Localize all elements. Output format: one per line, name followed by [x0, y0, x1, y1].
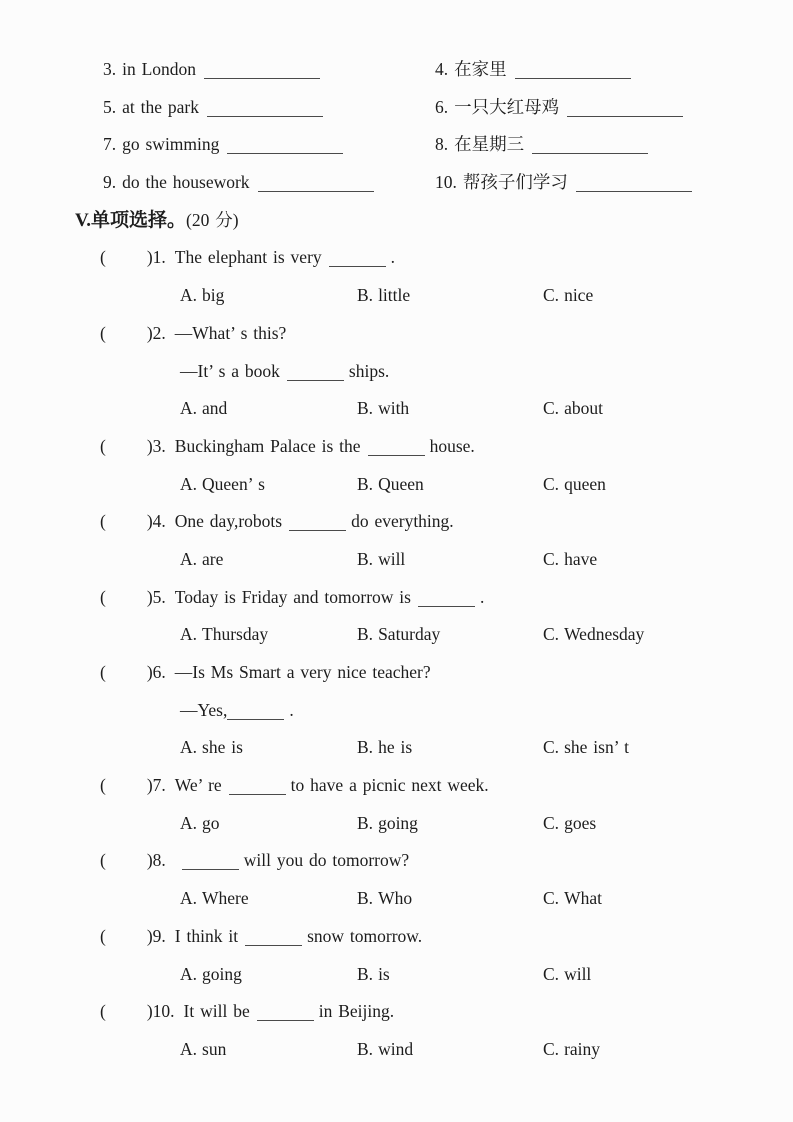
question-number: 7.	[152, 775, 166, 796]
fill-item-text: 在星期三	[454, 134, 525, 155]
question-stem-line	[0, 503, 793, 541]
option-b	[357, 956, 543, 994]
fill-item	[103, 126, 435, 164]
option-a	[180, 616, 357, 654]
answer-paren-open: (	[100, 322, 106, 343]
stem-text-pre: Today is Friday and tomorrow is	[174, 586, 411, 607]
option-c	[543, 541, 597, 579]
stem-text-pre: —What’ s this?	[174, 322, 287, 343]
options-row	[0, 390, 793, 428]
option-text: sun	[202, 1038, 227, 1059]
option-b	[357, 805, 543, 843]
option-label: C.	[543, 398, 560, 419]
option-label: A.	[180, 963, 198, 984]
multiple-choice-section	[0, 239, 793, 1068]
fill-item	[435, 51, 793, 89]
fill-item-blank	[258, 175, 374, 192]
option-a	[180, 805, 357, 843]
answer-paren-close: )	[146, 775, 153, 796]
option-text: she is	[202, 737, 243, 758]
option-label: A.	[180, 473, 198, 494]
option-text: about	[564, 398, 603, 419]
options-row	[0, 277, 793, 315]
question-number: 5.	[152, 586, 166, 607]
fill-item-number: 10.	[435, 172, 457, 193]
fill-item-blank	[227, 138, 343, 155]
option-a	[180, 956, 357, 994]
option-label: C.	[543, 812, 560, 833]
option-a	[180, 541, 357, 579]
option-text: nice	[564, 285, 594, 306]
option-a	[180, 1031, 357, 1069]
option-text: he is	[378, 737, 413, 758]
fill-item-number: 6.	[435, 96, 449, 117]
option-text: Saturday	[378, 624, 441, 645]
option-a	[180, 390, 357, 428]
stem-text-post: house.	[429, 435, 475, 456]
fill-item	[435, 126, 793, 164]
question	[0, 654, 793, 767]
option-text: What	[564, 888, 602, 909]
stem-blank	[227, 703, 284, 720]
option-label: A.	[180, 812, 198, 833]
options-row	[0, 805, 793, 843]
stem-blank	[418, 590, 475, 607]
option-b	[357, 390, 543, 428]
question	[0, 767, 793, 842]
option-c	[543, 729, 629, 767]
option-label: A.	[180, 548, 198, 569]
question	[0, 993, 793, 1068]
options-row	[0, 1031, 793, 1069]
option-a	[180, 277, 357, 315]
option-b	[357, 880, 543, 918]
option-b	[357, 277, 543, 315]
stem-blank	[287, 364, 344, 381]
stem-blank	[229, 778, 286, 795]
question-stem-line	[0, 842, 793, 880]
fill-item-blank	[204, 62, 320, 79]
option-a	[180, 880, 357, 918]
option-label: C.	[543, 737, 560, 758]
option-b	[357, 1031, 543, 1069]
option-c	[543, 956, 591, 994]
stem-text-pre: —It’ s a book	[180, 360, 280, 381]
option-text: going	[378, 812, 418, 833]
answer-paren-open: (	[100, 435, 106, 456]
option-label: A.	[180, 285, 198, 306]
options-row	[0, 880, 793, 918]
option-b	[357, 541, 543, 579]
stem-text-post: do everything.	[351, 511, 454, 532]
fill-item-number: 3.	[103, 59, 117, 79]
fill-item-number: 8.	[435, 134, 449, 155]
option-label: A.	[180, 398, 198, 419]
answer-paren-close: )	[146, 247, 153, 268]
option-text: goes	[564, 812, 597, 833]
answer-paren-open: (	[100, 511, 106, 532]
stem-text-post: .	[479, 586, 485, 607]
fill-item-text: do the housework	[122, 172, 250, 193]
option-text: is	[378, 963, 390, 984]
option-label: B.	[357, 398, 374, 419]
option-text: will	[564, 963, 592, 984]
option-c	[543, 277, 593, 315]
option-c	[543, 466, 606, 504]
fill-item-number: 5.	[103, 96, 117, 117]
options-row	[0, 541, 793, 579]
fill-item	[435, 89, 793, 127]
stem-blank	[368, 439, 425, 456]
stem-blank	[245, 929, 302, 946]
answer-paren-close: )	[146, 586, 153, 607]
fill-item-blank	[532, 138, 648, 155]
option-c	[543, 390, 603, 428]
section-points: (20 分)	[186, 209, 239, 230]
section-v-header	[0, 202, 793, 240]
option-text: Queen	[378, 473, 424, 494]
stem-text-pre: I think it	[174, 925, 239, 946]
question	[0, 315, 793, 428]
question-number: 9.	[152, 925, 166, 946]
question-stem-line	[0, 993, 793, 1031]
stem-text-post: will you do tomorrow?	[243, 850, 410, 871]
option-c	[543, 880, 602, 918]
option-label: B.	[357, 624, 374, 645]
option-label: C.	[543, 548, 560, 569]
answer-paren-close: )	[146, 662, 153, 682]
option-text: go	[202, 812, 220, 833]
question-number: 1.	[152, 247, 166, 268]
option-b	[357, 466, 543, 504]
option-text: will	[378, 548, 406, 569]
option-label: B.	[357, 888, 374, 909]
option-text: going	[202, 963, 242, 984]
option-a	[180, 466, 357, 504]
option-label: C.	[543, 1038, 560, 1059]
fill-item-text: 帮孩子们学习	[462, 172, 568, 193]
question-number: 8.	[152, 850, 166, 871]
question	[0, 428, 793, 503]
stem-text-post: .	[289, 699, 294, 720]
answer-paren-open: (	[100, 662, 106, 682]
option-label: B.	[357, 285, 374, 306]
question-stem-line	[0, 428, 793, 466]
stem-text-post: to have a picnic next week.	[290, 775, 489, 796]
answer-paren-open: (	[100, 925, 106, 946]
options-row	[0, 616, 793, 654]
stem-text-pre: —Yes,	[180, 699, 228, 720]
options-row	[0, 729, 793, 767]
option-text: Who	[378, 888, 413, 909]
fill-item	[435, 164, 793, 202]
option-label: B.	[357, 737, 374, 758]
answer-paren-close: )	[146, 1001, 153, 1022]
question	[0, 842, 793, 917]
question-stem-line	[0, 918, 793, 956]
stem-text-pre: The elephant is very	[174, 247, 322, 268]
fill-item-text: 在家里	[454, 59, 507, 79]
question-stem-line	[0, 692, 793, 730]
question-stem-line	[0, 239, 793, 277]
stem-text-post: snow tomorrow.	[307, 925, 423, 946]
option-label: A.	[180, 737, 198, 758]
option-text: Queen’ s	[202, 473, 265, 494]
question-number: 10.	[152, 1001, 175, 1022]
answer-paren-close: )	[146, 322, 153, 343]
question-stem-line	[0, 654, 793, 692]
option-text: Where	[202, 888, 249, 909]
option-c	[543, 616, 644, 654]
question-stem-line	[0, 767, 793, 805]
option-label: A.	[180, 888, 198, 909]
option-text: are	[202, 548, 224, 569]
option-text: queen	[564, 473, 606, 494]
option-label: C.	[543, 888, 560, 909]
answer-paren-close: )	[146, 435, 153, 456]
option-text: and	[202, 398, 228, 419]
option-label: A.	[180, 624, 198, 645]
fill-item-text: in London	[122, 59, 197, 79]
stem-text-post: .	[390, 247, 396, 268]
option-label: C.	[543, 624, 560, 645]
section-title: 单项选择。	[91, 209, 187, 231]
stem-text-pre: One day,robots	[174, 511, 283, 532]
fill-item-blank	[207, 100, 323, 117]
fill-item-blank	[576, 175, 692, 192]
answer-paren-open: (	[100, 1001, 106, 1022]
stem-blank	[289, 515, 346, 532]
stem-blank	[257, 1004, 314, 1021]
option-text: little	[378, 285, 411, 306]
question-stem-line	[0, 353, 793, 391]
question-number: 4.	[152, 511, 166, 532]
option-text: rainy	[564, 1038, 601, 1059]
option-label: C.	[543, 285, 560, 306]
options-row	[0, 466, 793, 504]
section-numeral: V.	[75, 209, 92, 231]
fill-item	[103, 51, 435, 89]
stem-blank	[329, 251, 386, 268]
fill-item-text: at the park	[122, 96, 199, 117]
answer-paren-open: (	[100, 247, 106, 268]
option-label: B.	[357, 548, 374, 569]
option-text: Thursday	[202, 624, 269, 645]
question-stem-line	[0, 579, 793, 617]
answer-paren-open: (	[100, 586, 106, 607]
fill-item-blank	[567, 100, 683, 117]
question-number: 2.	[152, 322, 166, 343]
option-label: B.	[357, 812, 374, 833]
stem-text-pre: It will be	[183, 1001, 250, 1022]
fill-item-number: 9.	[103, 172, 117, 193]
question-number: 3.	[152, 435, 166, 456]
question-number: 6.	[152, 662, 166, 682]
question	[0, 579, 793, 654]
stem-text-pre: —Is Ms Smart a very nice teacher?	[174, 662, 431, 682]
option-label: B.	[357, 1038, 374, 1059]
option-text: Wednesday	[564, 624, 645, 645]
stem-text-pre: Buckingham Palace is the	[174, 435, 361, 456]
answer-paren-close: )	[146, 511, 153, 532]
option-text: with	[378, 398, 410, 419]
option-label: C.	[543, 963, 560, 984]
option-c	[543, 805, 596, 843]
fill-item-number: 7.	[103, 134, 117, 155]
option-text: wind	[378, 1038, 414, 1059]
answer-paren-close: )	[146, 925, 153, 946]
option-c	[543, 1031, 600, 1069]
fill-item-blank	[515, 62, 631, 79]
option-b	[357, 616, 543, 654]
question	[0, 503, 793, 578]
options-row	[0, 956, 793, 994]
question	[0, 918, 793, 993]
option-text: big	[202, 285, 225, 306]
fill-item	[103, 164, 435, 202]
answer-paren-close: )	[146, 850, 153, 871]
option-label: B.	[357, 963, 374, 984]
option-label: C.	[543, 473, 560, 494]
option-label: B.	[357, 473, 374, 494]
fill-item-number: 4.	[435, 59, 449, 79]
fill-item	[103, 89, 435, 127]
stem-text-post: in Beijing.	[318, 1001, 395, 1022]
option-label: A.	[180, 1038, 198, 1059]
option-text: have	[564, 548, 598, 569]
fill-item-text: go swimming	[122, 134, 220, 155]
option-b	[357, 729, 543, 767]
answer-paren-open: (	[100, 775, 106, 796]
stem-text-pre: We’ re	[174, 775, 222, 796]
stem-text-post: ships.	[348, 360, 390, 381]
option-a	[180, 729, 357, 767]
stem-blank	[182, 854, 239, 871]
fill-item-text: 一只大红母鸡	[454, 96, 560, 117]
fill-in-section	[0, 51, 793, 202]
question-stem-line	[0, 315, 793, 353]
answer-paren-open: (	[100, 850, 106, 871]
option-text: she isn’ t	[564, 737, 629, 758]
question	[0, 239, 793, 314]
